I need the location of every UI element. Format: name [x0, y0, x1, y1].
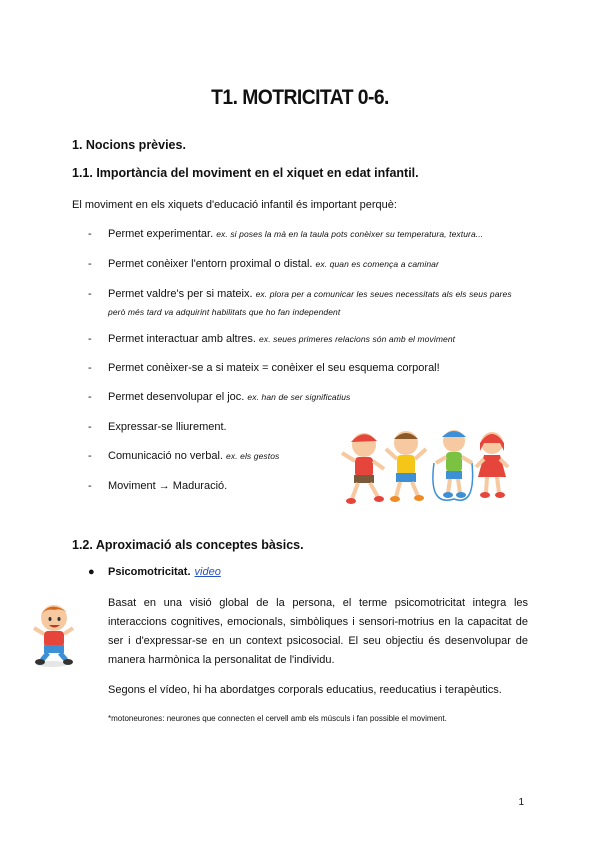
- list-dash: -: [88, 333, 92, 345]
- list-item-text: Permet interactuar amb altres.: [108, 333, 256, 345]
- list-item-example: ex. els gestos: [226, 451, 280, 461]
- list-dash: -: [88, 228, 92, 240]
- list-item-example: ex. han de ser significatius: [247, 392, 351, 402]
- list-item-text: Comunicació no verbal.: [108, 450, 223, 462]
- psicomotricitat-label: Psicomotricitat.: [108, 566, 191, 578]
- list-item-example: ex. si poses la mà en la taula pots conèixer su temperatura, textura...: [216, 229, 484, 239]
- list-dash: -: [88, 258, 92, 270]
- list-item-example: ex. quan es comença a caminar: [315, 259, 439, 269]
- child-4-figure: [476, 432, 508, 498]
- child-1-figure: [342, 433, 384, 504]
- page-number: 1: [518, 797, 524, 808]
- page-title: T1. MOTRICITAT 0-6.: [211, 86, 389, 109]
- child-3-figure: [436, 430, 472, 498]
- list-item-text: Permet conèixer l'entorn proximal o distal.: [108, 258, 313, 270]
- video-paragraph: Segons el vídeo, hi ha abordatges corporals educatius, reeducatius i terapèutics.: [108, 684, 502, 696]
- list-dash: -: [88, 391, 92, 403]
- list-item-text: Moviment → Maduració.: [108, 480, 228, 492]
- list-item-text: Permet valdre's per si mateix.: [108, 288, 253, 300]
- video-link[interactable]: video: [194, 566, 221, 578]
- list-dash: -: [88, 362, 92, 374]
- intro-paragraph: El moviment en els xiquets d'educació infantil és important perquè:: [72, 199, 397, 211]
- list-item-example: ex. plora per a comunicar les seues necessitats als els seus pares però més tard va adquirint habilitats que ho fan independent: [108, 289, 512, 317]
- children-playing-illustration: [336, 425, 516, 507]
- section-heading-1-2: 1.2. Aproximació als conceptes bàsics.: [72, 538, 304, 552]
- list-dash: -: [88, 421, 92, 433]
- list-dash: -: [88, 450, 92, 462]
- list-item-example: ex. seues primeres relacions són amb el moviment: [259, 334, 456, 344]
- list-item-text: Expressar-se lliurement.: [108, 421, 227, 433]
- child-2-figure: [386, 431, 426, 502]
- section-heading-1: 1. Nocions prèvies.: [72, 138, 186, 152]
- list-item-text: Permet conèixer-se a si mateix = conèixer el seu esquema corporal!: [108, 362, 440, 374]
- bullet-dot: ●: [88, 566, 95, 578]
- boy-illustration: [30, 602, 76, 668]
- section-heading-1-1: 1.1. Importància del moviment en el xiquet en edat infantil.: [72, 166, 419, 180]
- list-item-text: Permet experimentar.: [108, 228, 214, 240]
- footnote-motoneurones: *motoneurones: neurones que connecten el cervell amb els músculs i fan possible el moviment.: [108, 714, 447, 723]
- list-item-text: Permet desenvolupar el joc.: [108, 391, 245, 403]
- list-dash: -: [88, 288, 92, 300]
- list-dash: -: [88, 480, 92, 492]
- psicomotricitat-paragraph: Basat en una visió global de la persona, el terme psicomotricitat integra les interaccions cognitives, emocionals, simbòliques i sensori-motrius en la capacitat de ser i d'expressar-se en un context psicosocial. El seu objectiu és desenvolupar de manera harmònica la personalitat de l'individu.: [108, 597, 528, 666]
